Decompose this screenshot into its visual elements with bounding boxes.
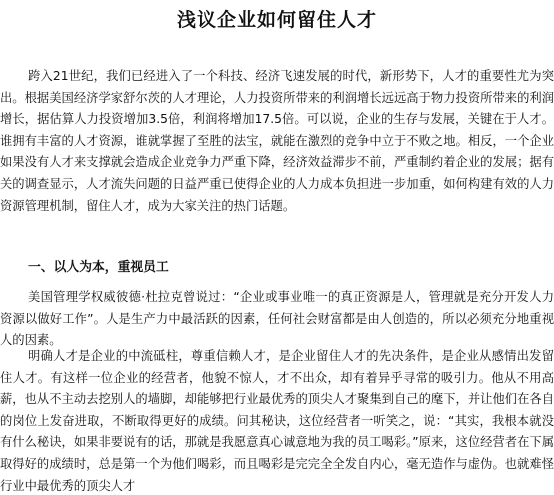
intro-paragraph: 跨入21世纪，我们已经进入了一个科技、经济飞速发展的时代，新形势下，人才的重要性尤为突出。根据美国经济学家舒尔茨的人才理论，人力投资所带来的利润增长远远高于物力投资所带来的利润增长，据估算人力投资增加3.5倍，利润将增加17.5倍。可以说，企业的生存与发展，关键在于人才。谁拥有丰富的人才资源，谁就掌握了至胜的法宝，就能在激烈的竞争中立于不败之地。相反，一个企业如果没有人才来支撑就会造成企业竞争力严重下降，经济效益滞步不前，严重制约着企业的发展；据有关的调查显示，人才流失问题的日益严重已使得企业的人力成本负担进一步加重，如何构建有效的人力资源管理机制，留住人才，成为大家关注的热门话题。: [0, 69, 554, 213]
document-title: 浅议企业如何留住人才: [176, 9, 377, 31]
body-paragraph-2: 明确人才是企业的中流砥柱，尊重信赖人才，是企业留住人才的先决条件，是企业从感情出发留住人才。有这样一位企业的经营者，他貌不惊人，才不出众，却有着异乎寻常的吸引力。他从不用高薪，也从不主动去挖别人的墙脚，却能够把行业最优秀的顶尖人才聚集到自己的麾下，并让他们在各自的岗位上发奋进取，不断取得更好的成绩。问其秘诀，这位经营者一听笑之，说：“其实，我根本就没有什么秘诀，如果非要说有的话，那就是我愿意真心诚意地为我的员工喝彩。”原来，这位经营者在下属取得好的成绩时，总是第一个为他们喝彩，而且喝彩是完完全全发自内心，毫无造作与虚伪。也就难怪行业中最优秀的顶尖人才: [0, 349, 554, 493]
section-heading: 一、以人为本，重视员工: [28, 260, 169, 275]
body-paragraph-1: 美国管理学权威彼德·杜拉克曾说过：“企业或事业唯一的真正资源是人，管理就是充分开发人力资源以做好工作”。人是生产力中最活跃的因素，任何社会财富都是由人创造的，所以必须充分地重视人的因素。: [0, 290, 554, 348]
